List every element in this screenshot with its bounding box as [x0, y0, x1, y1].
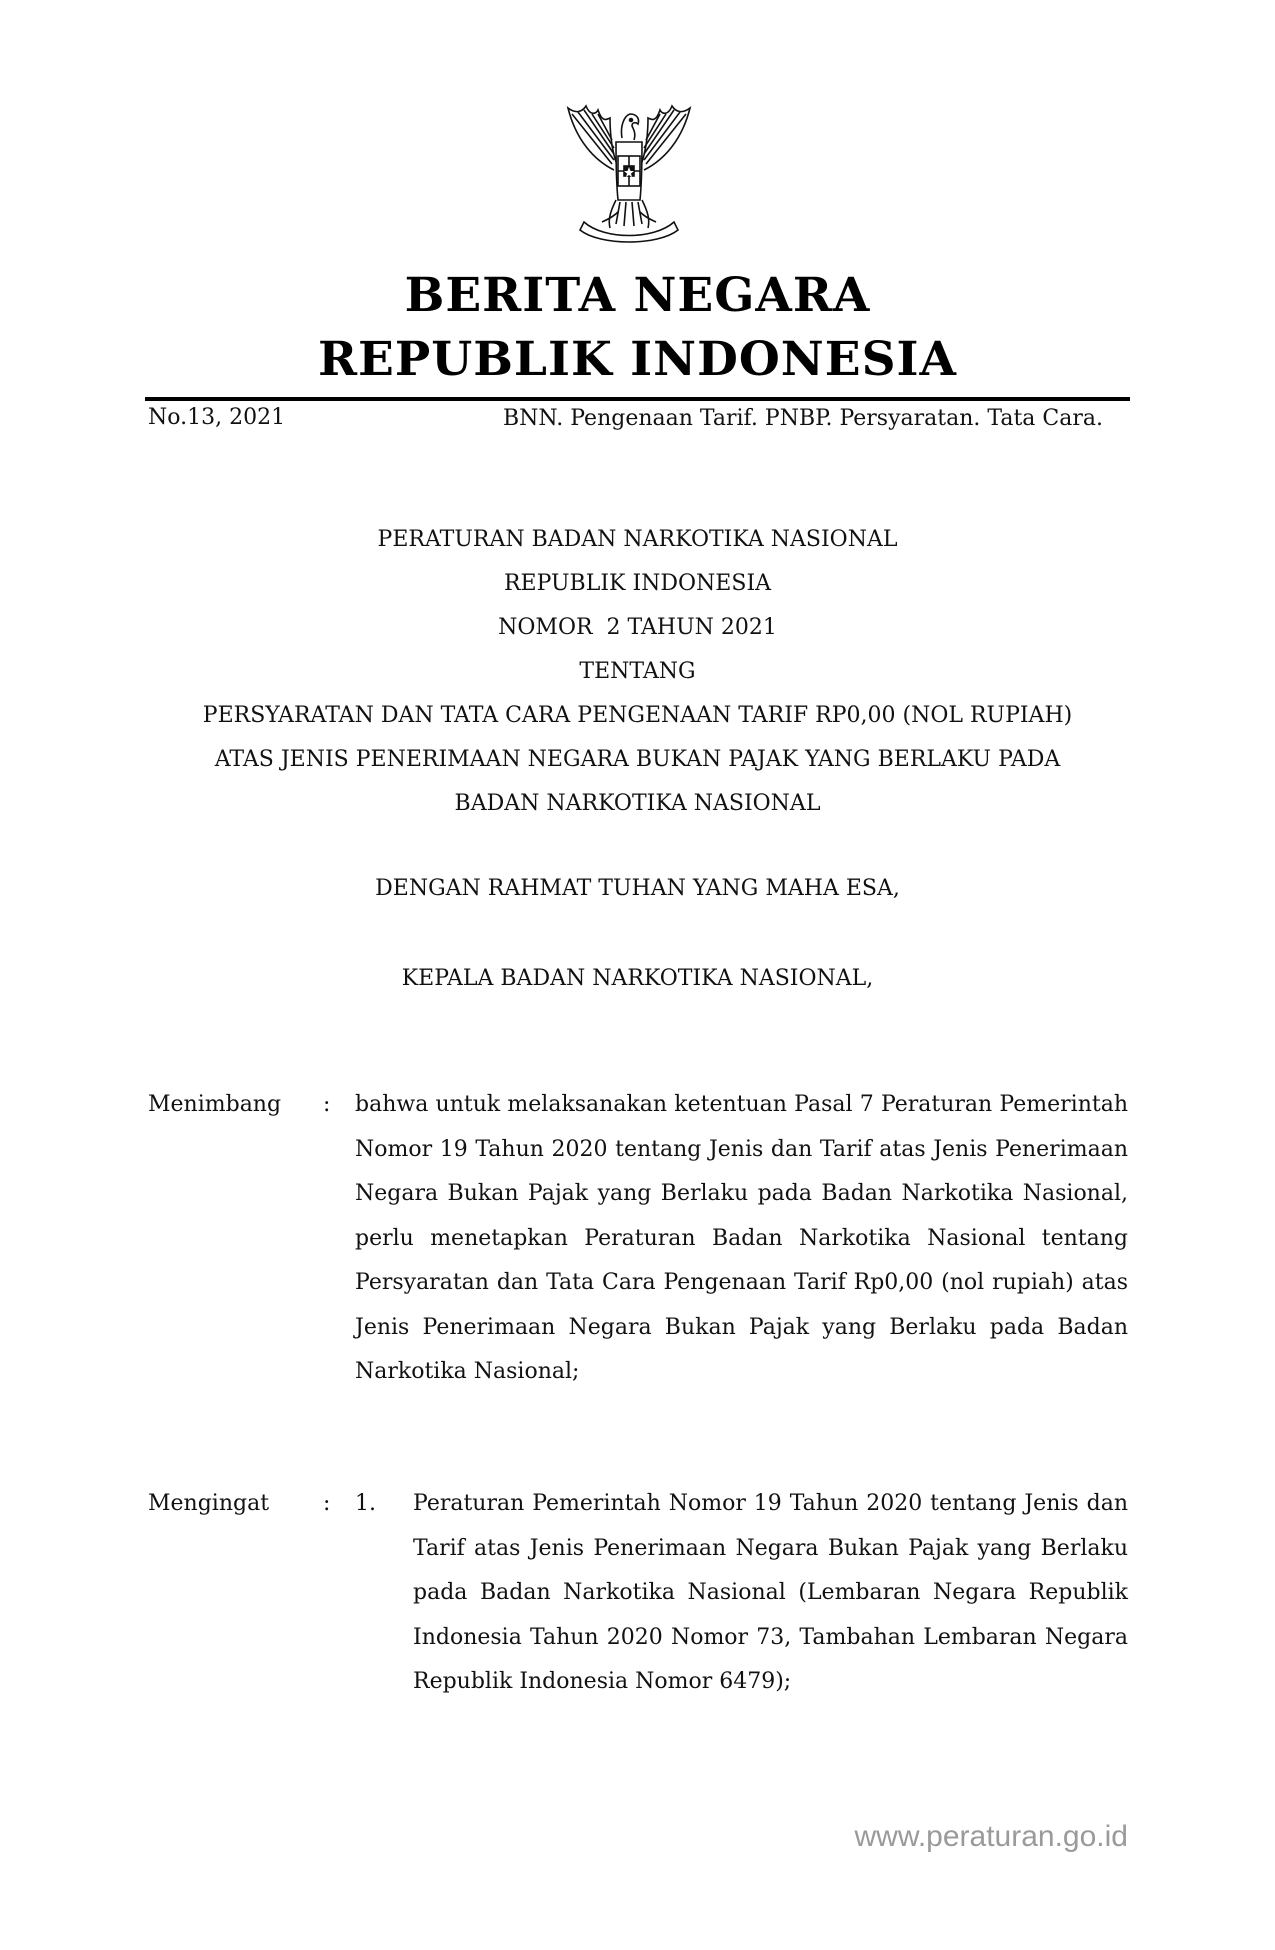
menimbang-label: Menimbang — [148, 1092, 282, 1117]
title-line: BADAN NARKOTIKA NASIONAL — [454, 791, 821, 816]
title-line: PERSYARATAN DAN TATA CARA PENGENAAN TARIF RP0,00 (NOL RUPIAH) — [202, 703, 1073, 728]
opening-official: KEPALA BADAN NARKOTIKA NASIONAL, — [401, 966, 874, 991]
masthead-title-line2: REPUBLIK INDONESIA — [317, 332, 957, 387]
issue-subject: BNN. Pengenaan Tarif. PNBP. Persyaratan. Tata Cara. — [503, 406, 1103, 431]
mengingat-item-text: Peraturan Pemerintah Nomor 19 Tahun 2020 tentang Jenis dan Tarif atas Jenis Penerimaan Negara Bukan Pajak yang Berlaku pada Badan Narkotika Nasional (Lembaran Negara Republik Indonesia Tahun 2020 Nomor 73, Tambahan Lembaran Negara Republik Indonesia Nomor 6479); — [413, 1491, 1128, 1694]
masthead-title-line1: BERITA NEGARA — [404, 268, 871, 323]
title-line: NOMOR 2 TAHUN 2021 — [498, 615, 777, 640]
title-line: PERATURAN BADAN NARKOTIKA NASIONAL — [377, 527, 898, 552]
mengingat-item-number: 1. — [355, 1491, 376, 1516]
title-line: REPUBLIK INDONESIA — [503, 571, 772, 596]
title-line: TENTANG — [579, 659, 696, 684]
masthead-rule — [145, 397, 1130, 401]
menimbang-text: bahwa untuk melaksanakan ketentuan Pasal 7 Peraturan Pemerintah Nomor 19 Tahun 2020 tentang Jenis dan Tarif atas Jenis Penerimaan Negara Bukan Pajak yang Berlaku pada Badan Narkotika Nasional, perlu menetapkan Peraturan Badan Narkotika Nasional tentang Persyaratan dan Tata Cara Pengenaan Tarif Rp0,00 (nol rupiah) atas Jenis Penerimaan Negara Bukan Pajak yang Berlaku pada Badan Narkotika Nasional; — [355, 1092, 1128, 1384]
regulation-title — [145, 518, 1130, 826]
mengingat-colon: : — [323, 1491, 331, 1516]
title-line: ATAS JENIS PENERIMAAN NEGARA BUKAN PAJAK YANG BERLAKU PADA — [214, 747, 1061, 772]
mengingat-label: Mengingat — [148, 1491, 270, 1516]
garuda-emblem-icon — [554, 100, 704, 246]
issue-number: No.13, 2021 — [148, 405, 286, 430]
footer-url: www.peraturan.go.id — [854, 1820, 1128, 1853]
menimbang-colon: : — [323, 1092, 331, 1117]
opening-grace: DENGAN RAHMAT TUHAN YANG MAHA ESA, — [375, 876, 900, 901]
